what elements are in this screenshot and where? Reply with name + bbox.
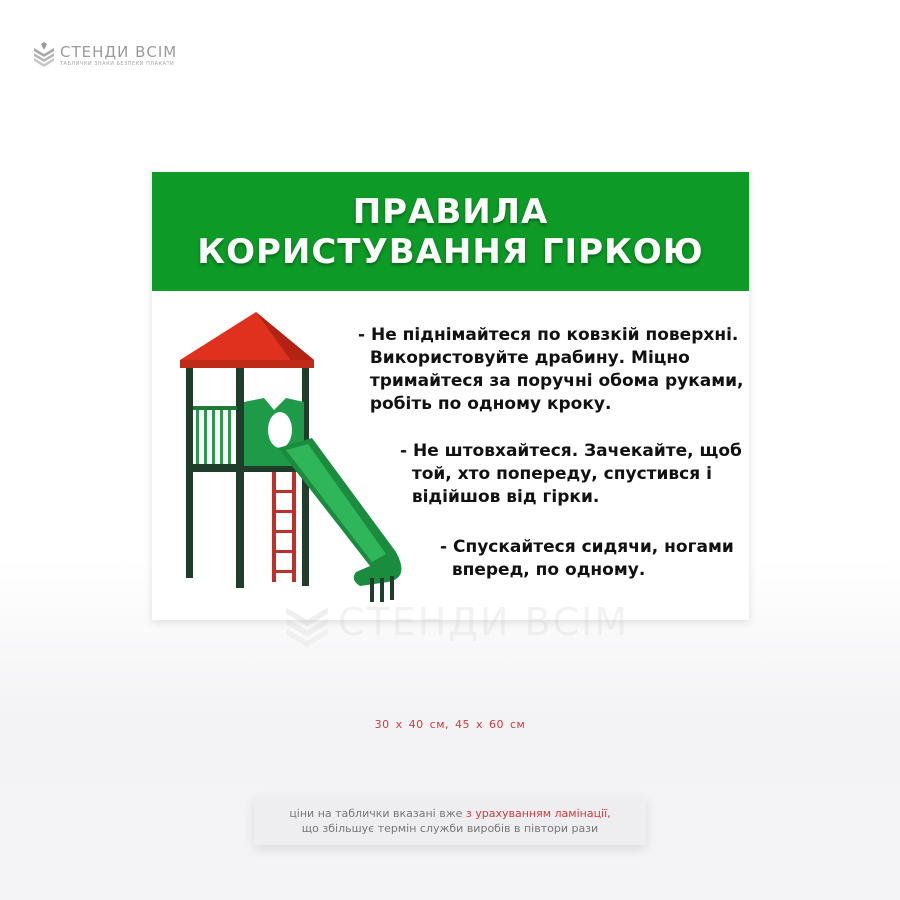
- rule-3: - Спускайтеся сидячи, ногами вперед, по одному.: [440, 537, 734, 580]
- watermark-logo-icon: [282, 592, 332, 652]
- watermark: [282, 592, 629, 652]
- brand-name: СТЕНДИ ВСІМ: [60, 42, 178, 61]
- brand-tagline: ТАБЛИЧКИ ЗНАКИ БЕЗПЕКИ ПЛАКАТИ: [60, 60, 175, 67]
- price-note-line-1: [254, 806, 646, 821]
- safety-sign: [152, 172, 749, 620]
- rule-1: - Не піднімайтеся по ковзкій поверхні. Використовуйте драбину. Міцно тримайтеся за поручні обома руками, робіть по одному кроку.: [358, 325, 744, 414]
- rule-2: - Не штовхайтеся. Зачекайте, щоб той, хто попереду, спустився і відійшов від гірки.: [400, 441, 742, 507]
- note-text: ціни на таблички вказані вже: [289, 807, 466, 820]
- brand-logo: [32, 42, 177, 68]
- sign-title-line-1: ПРАВИЛА: [352, 191, 549, 232]
- watermark-text: СТЕНДИ ВСІМ: [338, 600, 630, 644]
- price-note: [254, 797, 646, 845]
- book-logo-icon: [32, 42, 56, 68]
- sign-title-line-2: КОРИСТУВАННЯ ГІРКОЮ: [197, 231, 704, 272]
- note-highlight: з урахуванням ламінації,: [465, 807, 611, 820]
- sign-header: [152, 172, 749, 291]
- sizes-text: 30 x 40 см, 45 x 60 см: [374, 718, 526, 731]
- price-note-line-2: що збільшує термін служби виробів в півтори рази: [301, 822, 599, 835]
